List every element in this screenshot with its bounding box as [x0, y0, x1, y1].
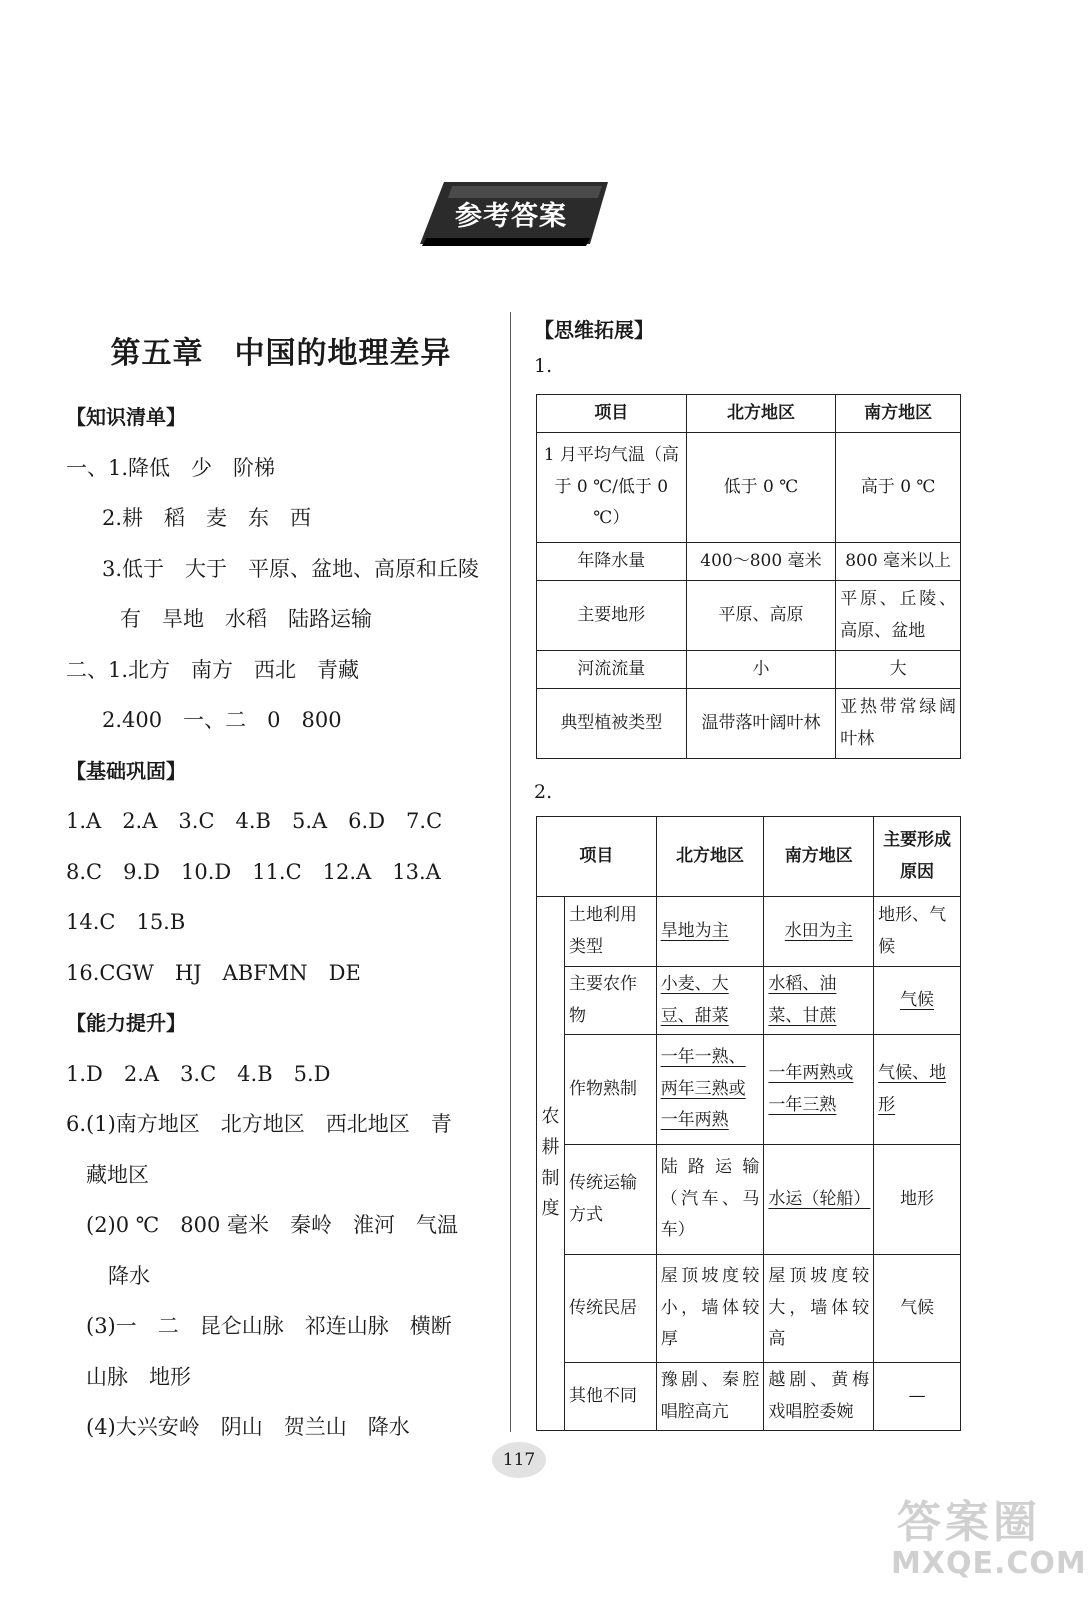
table-cell: 气候 — [874, 967, 961, 1035]
question-1-label: 1. — [534, 355, 553, 377]
table-cell: 传统运输方式 — [564, 1145, 656, 1255]
page-number: 117 — [492, 1442, 546, 1478]
group-label: 农耕制度 — [541, 1106, 560, 1220]
answer-line: 藏地区 — [86, 1162, 149, 1187]
table-cell: 典型植被类型 — [537, 689, 687, 759]
right-column — [534, 312, 964, 384]
left-column — [66, 328, 496, 1453]
table-cell: 地形、气候 — [874, 897, 961, 967]
table-row — [537, 1035, 961, 1145]
table-north-south-comparison — [536, 394, 961, 759]
table-cell: 水田为主 — [764, 897, 874, 967]
table-header-cell: 北方地区 — [656, 817, 764, 897]
answer-line: 2.400 一、二 0 800 — [102, 708, 342, 732]
section-heading: 【思维拓展】 — [534, 318, 654, 342]
answer-line: 降水 — [108, 1263, 150, 1288]
table-row — [537, 689, 961, 759]
table-cell: 屋顶坡度较大，墙体较高 — [764, 1255, 874, 1363]
answer-line: 1.D 2.A 3.C 4.B 5.D — [66, 1061, 331, 1086]
table-cell: 越剧、黄梅戏唱腔委婉 — [764, 1363, 874, 1431]
table-cell: 土地利用类型 — [564, 897, 656, 967]
table-row — [537, 1255, 961, 1363]
table-cell: 高于 0 ℃ — [836, 433, 961, 543]
watermark — [885, 1480, 1087, 1590]
answer-line: 1.A 2.A 3.C 4.B 5.A 6.D 7.C — [66, 809, 443, 833]
table-header-row — [537, 817, 961, 897]
table-header-cell: 主要形成原因 — [874, 817, 961, 897]
table-cell: 亚热带常绿阔叶林 — [836, 689, 961, 759]
table-row — [537, 897, 961, 967]
answer-line: 3.低于 大于 平原、盆地、高原和丘陵 — [102, 556, 480, 581]
answer-line: 8.C 9.D 10.D 11.C 12.A 13.A — [66, 859, 441, 884]
table-cell: 小 — [686, 651, 836, 689]
answer-line: (2)0 ℃ 800 毫米 秦岭 淮河 气温 — [86, 1213, 459, 1237]
table-header-row — [537, 395, 961, 433]
watermark-line-2: MXQE.COM — [891, 1546, 1087, 1581]
table-cell: 低于 0 ℃ — [686, 433, 836, 543]
answer-line: (3)一 二 昆仑山脉 祁连山脉 横断 — [86, 1314, 452, 1338]
table-cell: 主要农作物 — [564, 967, 656, 1035]
table-header-cell: 南方地区 — [764, 817, 874, 897]
table-header-cell: 项目 — [537, 817, 657, 897]
table-cell: 水稻、油菜、甘蔗 — [764, 967, 874, 1035]
question-2-label: 2. — [534, 781, 553, 803]
column-divider — [510, 312, 511, 1432]
table-cell: 平原、高原 — [686, 581, 836, 651]
table-row — [537, 651, 961, 689]
answer-line: 2.耕 稻 麦 东 西 — [102, 506, 312, 530]
table-cell: 800 毫米以上 — [836, 543, 961, 581]
table-cell: 主要地形 — [537, 581, 687, 651]
table-row — [537, 581, 961, 651]
table-cell: — — [874, 1363, 961, 1431]
table-cell: 年降水量 — [537, 543, 687, 581]
table-header-cell: 项目 — [537, 395, 687, 433]
table-cell: 水运（轮船） — [764, 1145, 874, 1255]
table-row — [537, 1145, 961, 1255]
table-cell: 气候、地形 — [874, 1035, 961, 1145]
table-cell: 豫剧、秦腔唱腔高亢 — [656, 1363, 764, 1431]
table-cell: 作物熟制 — [564, 1035, 656, 1145]
table-cell: 一年一熟、两年三熟或一年两熟 — [656, 1035, 764, 1145]
answer-line: 二、1.北方 南方 西北 青藏 — [66, 657, 360, 682]
table-row — [537, 543, 961, 581]
table-cell: 陆路运输（汽车、马车） — [656, 1145, 764, 1255]
banner-title: 参考答案 — [455, 200, 567, 232]
table-row — [537, 1363, 961, 1431]
table-cell: 400～800 毫米 — [686, 543, 836, 581]
chapter-title: 第五章 中国的地理差异 — [110, 336, 452, 371]
table-cell: 地形 — [874, 1145, 961, 1255]
answer-banner — [418, 180, 610, 246]
answer-line: 山脉 地形 — [86, 1364, 191, 1389]
section-heading: 【基础巩固】 — [66, 758, 186, 783]
table-cell: 气候 — [874, 1255, 961, 1363]
table-cell: 温带落叶阔叶林 — [686, 689, 836, 759]
answer-line: (4)大兴安岭 阴山 贺兰山 降水 — [86, 1415, 410, 1439]
group-label-cell — [537, 897, 565, 1431]
answer-line: 有 旱地 水稻 陆路运输 — [120, 607, 372, 631]
table-cell: 大 — [836, 651, 961, 689]
table-cell: 1 月平均气温（高于 0 ℃/低于 0 ℃） — [537, 433, 687, 543]
table-cell: 一年两熟或一年三熟 — [764, 1035, 874, 1145]
table-header-cell: 北方地区 — [686, 395, 836, 433]
table-cell: 传统民居 — [564, 1255, 656, 1363]
table-row — [537, 433, 961, 543]
table-cell: 其他不同 — [564, 1363, 656, 1431]
table-row — [537, 967, 961, 1035]
answer-line: 一、1.降低 少 阶梯 — [66, 455, 276, 480]
table-cell: 旱地为主 — [656, 897, 764, 967]
table-farming-system — [536, 816, 961, 1431]
section-heading: 【知识清单】 — [66, 405, 186, 429]
table-header-cell: 南方地区 — [836, 395, 961, 433]
table-cell: 河流流量 — [537, 651, 687, 689]
answer-line: 14.C 15.B — [66, 910, 186, 934]
table-cell: 小麦、大豆、甜菜 — [656, 967, 764, 1035]
table-cell: 屋顶坡度较小，墙体较厚 — [656, 1255, 764, 1363]
answer-line: 6.(1)南方地区 北方地区 西北地区 青 — [66, 1112, 452, 1136]
section-heading: 【能力提升】 — [66, 1011, 186, 1035]
watermark-line-1: 答案圈 — [897, 1497, 1041, 1548]
table-cell: 平原、丘陵、高原、盆地 — [836, 581, 961, 651]
answer-lines — [66, 392, 496, 1453]
answer-line: 16.CGW HJ ABFMN DE — [66, 960, 361, 985]
